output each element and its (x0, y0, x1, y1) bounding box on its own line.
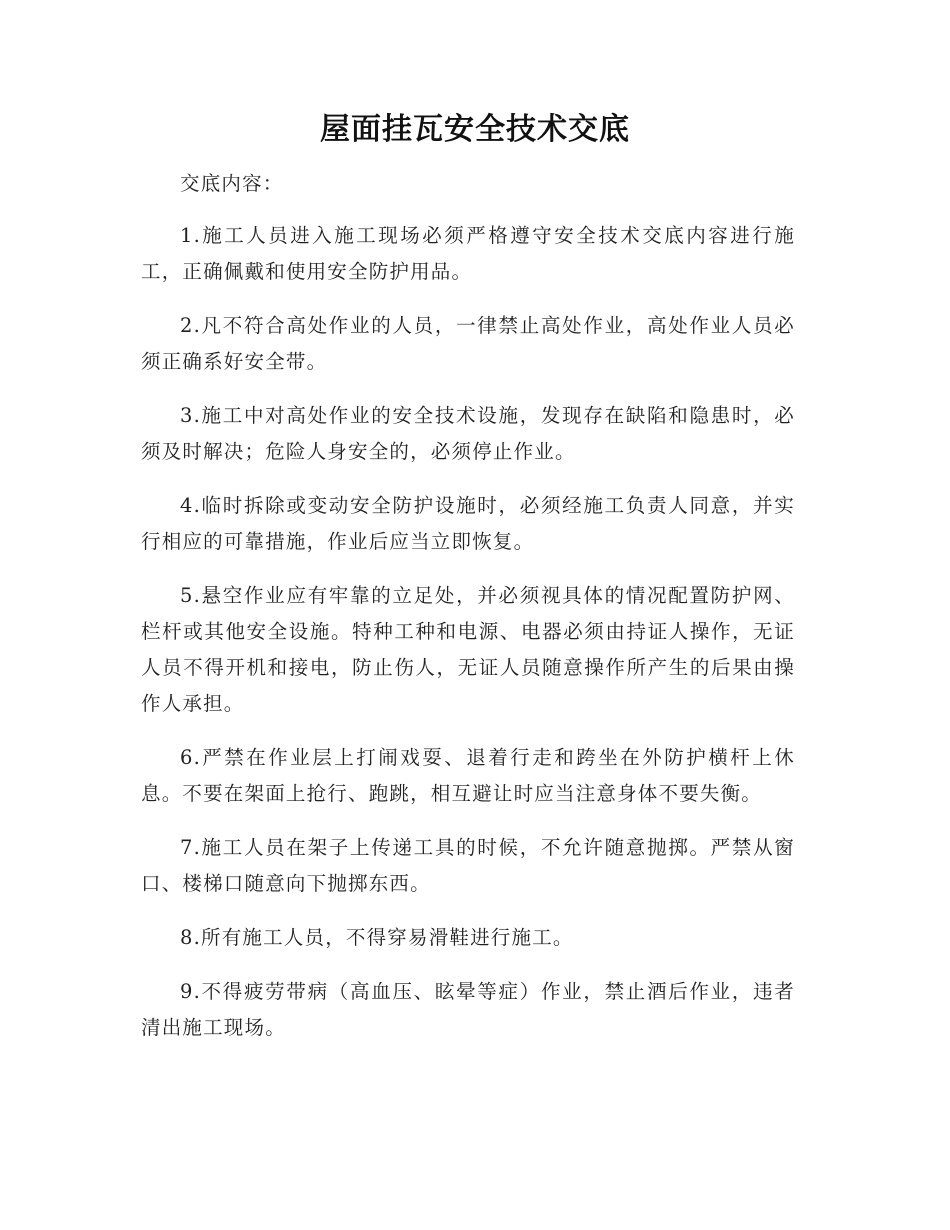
item-7: 7.施工人员在架子上传递工具的时候，不允许随意抛掷。严禁从窗口、楼梯口随意向下抛掷东西。 (141, 836, 795, 895)
item-5: 5.悬空作业应有牢靠的立足处，并必须视具体的情况配置防护网、栏杆或其他安全设施。特种工种和电源、电器必须由持证人操作，无证人员不得开机和接电，防止伤人，无证人员随意操作所产生的后果由操作人承担。 (141, 584, 795, 715)
item-8: 8.所有施工人员，不得穿易滑鞋进行施工。 (180, 926, 574, 949)
item-2: 2.凡不符合高处作业的人员，一律禁止高处作业，高处作业人员必须正确系好安全带。 (141, 314, 795, 373)
intro-label: 交底内容： (180, 172, 284, 195)
document-body (141, 166, 795, 1064)
item-9: 9.不得疲劳带病（高血压、眩晕等症）作业，禁止酒后作业，违者清出施工现场。 (141, 980, 795, 1039)
item-3: 3.施工中对高处作业的安全技术设施，发现存在缺陷和隐患时，必须及时解决；危险人身安全的，必须停止作业。 (141, 404, 795, 463)
document-title: 屋面挂瓦安全技术交底 (320, 112, 630, 147)
item-6: 6.严禁在作业层上打闹戏耍、退着行走和跨坐在外防护横杆上休息。不要在架面上抢行、跑跳，相互避让时应当注意身体不要失衡。 (141, 746, 795, 805)
item-4: 4.临时拆除或变动安全防护设施时，必须经施工负责人同意，并实行相应的可靠措施，作业后应当立即恢复。 (141, 494, 795, 553)
item-1: 1.施工人员进入施工现场必须严格遵守安全技术交底内容进行施工，正确佩戴和使用安全防护用品。 (141, 224, 795, 283)
